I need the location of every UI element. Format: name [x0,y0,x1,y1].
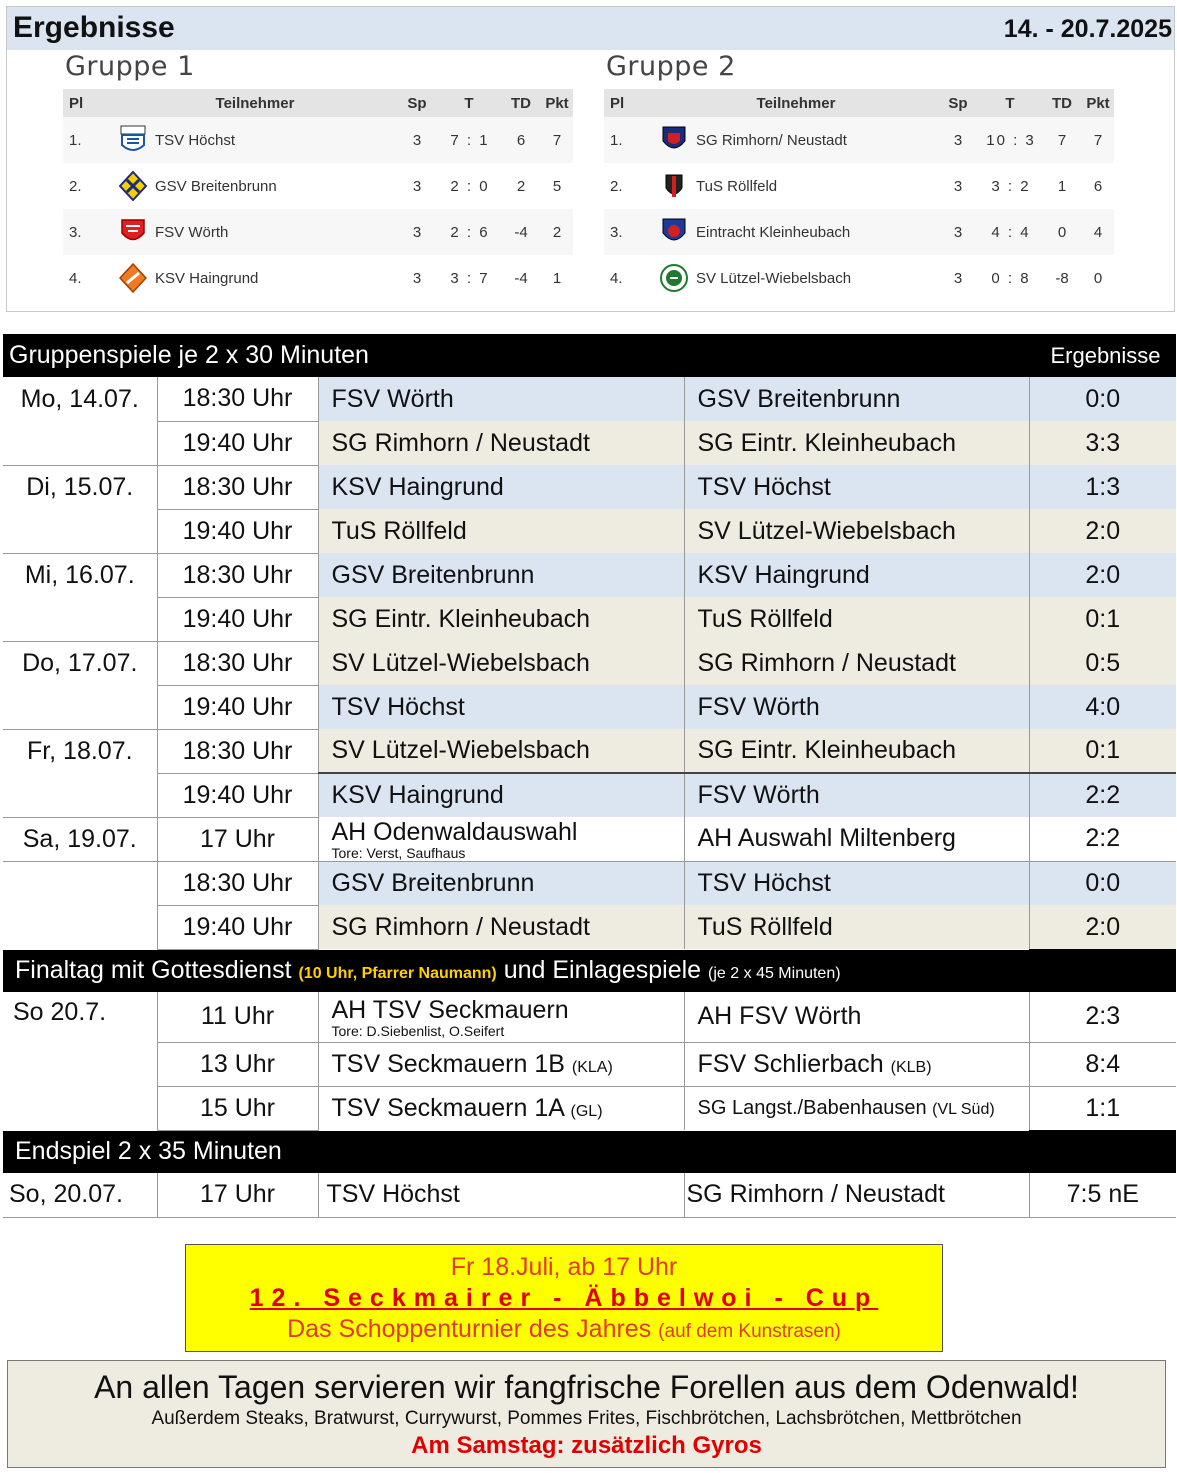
games: 3 [953,177,963,195]
match-day [3,773,157,817]
match-time: 19:40 Uhr [157,685,318,729]
away-team: TSV Höchst [684,861,1029,905]
team-name: GSV Breitenbrunn [155,177,277,195]
match-result: 2:2 [1029,817,1176,861]
match-row [3,729,1176,773]
goal-diff: -4 [514,223,528,241]
match-day: Mo, 14.07. [3,377,157,421]
match-time: 18:30 Uhr [157,377,318,421]
home-team: SG Rimhorn / Neustadt [318,905,684,949]
final-day-header-empty [1029,949,1176,992]
team-name: KSV Haingrund [155,269,259,287]
away-team-cell [684,1086,1029,1130]
match-result: 7:5 nE [1029,1173,1176,1217]
fsv-woerth-crest-icon [119,217,147,247]
goal-diff: -8 [1055,269,1069,287]
match-result: 2:0 [1029,509,1176,553]
standing-row [63,255,573,301]
match-day: So 20.7. [3,992,157,1042]
team-cell [115,255,395,301]
games: 3 [953,131,963,149]
games: 3 [412,223,422,241]
goals: 3 : 2 [991,177,1031,195]
home-team: AH TSV Seckmauern [331,995,569,1024]
match-day: Mi, 16.07. [3,553,157,597]
away-team: SG Langst./Babenhausen [697,1096,927,1119]
team-cell [656,209,936,255]
team-cell [656,117,936,163]
col-t: T [439,89,501,117]
goal-diff: 7 [1057,131,1067,149]
match-day [3,509,157,553]
away-team: AH Auswahl Miltenberg [684,817,1029,861]
match-time: 19:40 Uhr [157,421,318,465]
col-pkt: Pkt [541,89,573,117]
results-header: Ergebnisse [1029,334,1176,377]
team-cell [115,117,395,163]
home-team: SG Rimhorn / Neustadt [318,421,684,465]
match-day: Do, 17.07. [3,641,157,685]
away-team-cell [684,1042,1029,1086]
match-row [3,992,1176,1042]
team-name: TSV Höchst [155,131,236,149]
team-name: SG Rimhorn/ Neustadt [696,131,847,149]
cup-announcement [185,1244,943,1352]
away-league: (KLB) [890,1058,932,1076]
match-time: 18:30 Uhr [157,861,318,905]
match-time: 17 Uhr [157,1173,318,1217]
goal-diff: 2 [516,177,526,195]
match-row [3,773,1176,817]
points: 7 [1093,131,1103,149]
match-day [3,1086,157,1130]
goals: 2 : 6 [450,223,490,241]
place: 2. [69,177,82,195]
col-t: T [980,89,1042,117]
match-result: 4:0 [1029,685,1176,729]
place: 4. [610,269,623,287]
final-day-title: Finaltag mit Gottesdienst [15,956,292,985]
team-cell [115,209,395,255]
final-day-header [3,949,1029,992]
match-time: 18:30 Uhr [157,553,318,597]
group-title: Gruppe 2 [606,51,736,82]
ksv-haingrund-crest-icon [119,263,147,293]
tus-roellfeld-crest-icon [660,171,688,201]
header-bar [7,7,1174,50]
place: 1. [610,131,623,149]
match-row [3,465,1176,509]
home-league: (KLA) [571,1058,613,1076]
date-range: 14. - 20.7.2025 [1003,15,1172,43]
match-result: 0:0 [1029,377,1176,421]
match-result: 2:0 [1029,553,1176,597]
goal-diff: 6 [516,131,526,149]
match-result: 2:0 [1029,905,1176,949]
place: 3. [69,223,82,241]
match-result: 0:5 [1029,641,1176,685]
away-team: FSV Wörth [684,685,1029,729]
team-cell [656,255,936,301]
match-row [3,377,1176,421]
cup-date: Fr 18.Juli, ab 17 Uhr [450,1253,678,1281]
group-2-table [604,51,1114,301]
home-team: GSV Breitenbrunn [318,553,684,597]
home-team: SG Eintr. Kleinheubach [318,597,684,641]
home-team: SV Lützel-Wiebelsbach [318,729,684,773]
match-time: 15 Uhr [157,1086,318,1130]
match-time: 18:30 Uhr [157,465,318,509]
match-day [3,1042,157,1086]
away-team: FSV Wörth [684,773,1029,817]
standing-row [63,209,573,255]
standing-row [604,163,1114,209]
place: 4. [69,269,82,287]
points: 4 [1093,223,1103,241]
match-row [3,421,1176,465]
points: 1 [552,269,562,287]
points: 2 [552,223,562,241]
goals: 2 : 0 [450,177,490,195]
match-day [3,861,157,905]
home-team: TuS Röllfeld [318,509,684,553]
scorers: Tore: D.Siebenlist, O.Seifert [331,1022,505,1039]
away-team: AH FSV Wörth [684,992,1029,1042]
games: 3 [953,223,963,241]
match-result: 1:3 [1029,465,1176,509]
match-row [3,861,1176,905]
match-day [3,905,157,949]
match-result: 3:3 [1029,421,1176,465]
scorers: Tore: Verst, Saufhaus [331,844,466,861]
col-pl: Pl [604,89,656,117]
standing-row [604,117,1114,163]
goals: 7 : 1 [450,131,490,149]
goals: 3 : 7 [450,269,490,287]
sg-rimhorn-crest-icon [660,125,688,155]
match-day: So, 20.07. [3,1173,157,1217]
away-team: FSV Schlierbach [697,1049,884,1078]
schedule-table [3,334,1176,1218]
away-team: SG Rimhorn / Neustadt [684,1173,1029,1217]
col-pkt: Pkt [1082,89,1114,117]
match-result: 0:1 [1029,729,1176,773]
final-match-row [3,1173,1176,1217]
goals: 10 : 3 [986,131,1036,149]
match-row [3,1086,1176,1130]
match-result: 0:0 [1029,861,1176,905]
home-team: TSV Höchst [318,1173,684,1217]
match-row [3,905,1176,949]
home-team: KSV Haingrund [318,465,684,509]
goals: 4 : 4 [991,223,1031,241]
home-team: TSV Seckmauern 1B [331,1049,565,1078]
team-name: FSV Wörth [155,223,229,241]
away-team: SG Eintr. Kleinheubach [684,421,1029,465]
match-day [3,597,157,641]
away-team: SV Lützel-Wiebelsbach [684,509,1029,553]
cup-subtitle-main: Das Schoppenturnier des Jahres [287,1315,652,1343]
col-td: TD [1042,89,1082,117]
home-team: FSV Wörth [318,377,684,421]
match-time: 11 Uhr [157,992,318,1042]
match-day: Di, 15.07. [3,465,157,509]
food-headline: An allen Tagen servieren wir fangfrische Forellen aus dem Odenwald! [94,1369,1079,1405]
match-time: 18:30 Uhr [157,729,318,773]
team-cell [115,163,395,209]
cup-subtitle [186,1315,942,1344]
match-time: 13 Uhr [157,1042,318,1086]
section-header-final-day [3,949,1176,992]
cup-subtitle-location: (auf dem Kunstrasen) [658,1321,841,1342]
food-saturday: Am Samstag: zusätzlich Gyros [411,1432,762,1459]
games: 3 [412,269,422,287]
games: 3 [412,177,422,195]
standing-row [63,117,573,163]
match-result: 2:2 [1029,773,1176,817]
home-team: AH Odenwaldauswahl [331,817,578,846]
place: 2. [610,177,623,195]
match-result: 8:4 [1029,1042,1176,1086]
goals: 0 : 8 [991,269,1031,287]
col-pl: Pl [63,89,115,117]
cup-title: 12. Seckmairer - Äbbelwoi - Cup [249,1284,879,1312]
home-team-cell [318,1086,684,1130]
col-td: TD [501,89,541,117]
col-teilnehmer: Teilnehmer [656,89,936,117]
match-day: Sa, 19.07. [3,817,157,861]
away-team: GSV Breitenbrunn [684,377,1029,421]
sv-luetzel-wiebelsbach-crest-icon [660,263,688,293]
points: 7 [552,131,562,149]
games: 3 [953,269,963,287]
goal-diff: -4 [514,269,528,287]
match-row [3,641,1176,685]
home-team-cell [318,992,684,1042]
away-team: SG Rimhorn / Neustadt [684,641,1029,685]
tsv-hoechst-crest-icon [119,125,147,155]
points: 6 [1093,177,1103,195]
points: 0 [1093,269,1103,287]
match-time: 18:30 Uhr [157,641,318,685]
home-team: SV Lützel-Wiebelsbach [318,641,684,685]
match-result: 2:3 [1029,992,1176,1042]
match-time: 19:40 Uhr [157,509,318,553]
games: 3 [412,131,422,149]
group-title: Gruppe 1 [65,51,195,82]
points: 5 [552,177,562,195]
home-team: TSV Höchst [318,685,684,729]
match-time: 19:40 Uhr [157,597,318,641]
away-team: TuS Röllfeld [684,905,1029,949]
gsv-breitenbrunn-crest-icon [119,171,147,201]
standing-row [604,209,1114,255]
standing-row [604,255,1114,301]
match-result: 0:1 [1029,597,1176,641]
final-header-empty [1029,1130,1176,1173]
match-day [3,685,157,729]
food-list: Außerdem Steaks, Bratwurst, Currywurst, Pommes Frites, Fischbrötchen, Lachsbrötchen, Mettbrötchen [151,1408,1022,1429]
standing-row [63,163,573,209]
team-name: TuS Röllfeld [696,177,778,195]
match-row [3,1042,1176,1086]
group-1-table [63,51,573,301]
away-league: (VL Süd) [932,1100,995,1118]
home-team: GSV Breitenbrunn [318,861,684,905]
away-team: KSV Haingrund [684,553,1029,597]
match-row [3,817,1176,861]
away-team: SG Eintr. Kleinheubach [684,729,1029,773]
away-team: TSV Höchst [684,465,1029,509]
section-header-group [3,334,1176,377]
col-sp: Sp [936,89,980,117]
col-sp: Sp [395,89,439,117]
match-row [3,509,1176,553]
section-header-final [3,1130,1176,1173]
food-announcement [7,1360,1166,1468]
match-row [3,553,1176,597]
match-row [3,685,1176,729]
place: 3. [610,223,623,241]
page-title: Ergebnisse [13,11,175,44]
eintracht-kleinheubach-crest-icon [660,217,688,247]
exhibition-duration: (je 2 x 45 Minuten) [708,965,841,983]
team-cell [656,163,936,209]
exhibition-title: und Einlagespiele [503,956,702,985]
standings-panel [6,6,1175,312]
home-league: (GL) [570,1102,603,1120]
goal-diff: 1 [1057,177,1067,195]
match-row [3,597,1176,641]
match-time: 17 Uhr [157,817,318,861]
service-note: (10 Uhr, Pfarrer Naumann) [298,965,497,983]
home-team-cell [318,817,684,861]
home-team: KSV Haingrund [318,773,684,817]
away-team: TuS Röllfeld [684,597,1029,641]
match-result: 1:1 [1085,1093,1121,1122]
col-teilnehmer: Teilnehmer [115,89,395,117]
final-header: Endspiel 2 x 35 Minuten [3,1130,1029,1173]
place: 1. [69,131,82,149]
match-day [3,421,157,465]
match-time: 19:40 Uhr [157,773,318,817]
home-team-cell [318,1042,684,1086]
match-day: Fr, 18.07. [3,729,157,773]
home-team: TSV Seckmauern 1A [331,1093,564,1122]
team-name: Eintracht Kleinheubach [696,223,851,241]
goal-diff: 0 [1057,223,1067,241]
group-games-header: Gruppenspiele je 2 x 30 Minuten [3,334,1029,377]
team-name: SV Lützel-Wiebelsbach [696,269,852,287]
match-time: 19:40 Uhr [157,905,318,949]
